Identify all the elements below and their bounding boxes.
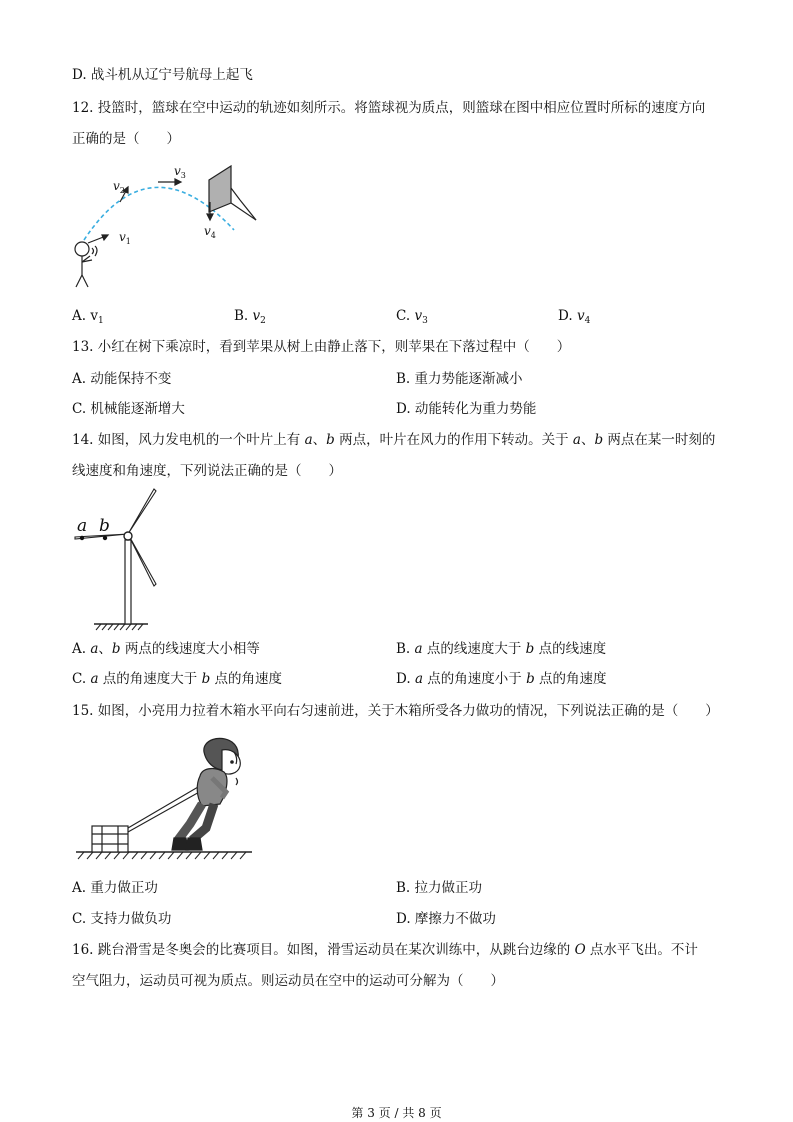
q15-option-a: A. 重力做正功 [72, 880, 158, 896]
q13-option-d: D. 动能转化为重力势能 [396, 401, 537, 417]
q13-option-a: A. 动能保持不变 [72, 371, 172, 387]
q16-stem-line2: 空气阻力，运动员可视为质点。则运动员在空中的运动可分解为（ ） [72, 973, 504, 989]
label-a: a [77, 516, 88, 536]
q12-stem-line2: 正确的是（ ） [72, 131, 180, 147]
v1-label: $v_1$ [119, 230, 131, 246]
v4-label: $v_4$ [204, 224, 216, 240]
q12-option-d: D. $v_4$ [558, 308, 591, 326]
q12-option-b: B. $v_2$ [234, 308, 266, 326]
q14-option-a: A. a、b 两点的线速度大小相等 [72, 641, 260, 657]
q15-option-b: B. 拉力做正功 [396, 880, 483, 896]
v3-label: $v_3$ [174, 164, 186, 180]
point-a [80, 536, 84, 540]
q16-stem-line1: 16. 跳台滑雪是冬奥会的比赛项目。如图，滑雪运动员在某次训练中，从跳台边缘的 O 点水平飞出。不计 [72, 942, 698, 958]
q14-option-b: B. a 点的线速度大于 b 点的线速度 [396, 641, 607, 657]
q12-option-a: A. $v_1$ [72, 308, 104, 326]
wind-turbine-figure [72, 484, 182, 632]
turbine-blade-up [128, 489, 156, 534]
label-b: b [99, 516, 110, 536]
q15-option-d: D. 摩擦力不做功 [396, 911, 496, 927]
turbine-tower [125, 540, 131, 624]
boy-figure [172, 738, 240, 850]
player-figure [75, 242, 97, 287]
q12-stem-line1: 12. 投篮时，篮球在空中运动的轨迹如刻所示。将篮球视为质点，则篮球在图中相应位置时所标的速度方向 [72, 100, 706, 116]
basket-hoop [209, 166, 256, 220]
point-b [103, 536, 107, 540]
q13-option-b: B. 重力势能逐渐减小 [396, 371, 523, 387]
q14-option-d: D. a 点的角速度小于 b 点的角速度 [396, 671, 607, 687]
q14-stem-line2: 线速度和角速度，下列说法正确的是（ ） [72, 463, 342, 479]
q14-stem-line1: 14. 如图，风力发电机的一个叶片上有 a、b 两点，叶片在风力的作用下转动。关于 a、b 两点在某一时刻的 [72, 432, 716, 448]
q14-option-c: C. a 点的角速度大于 b 点的角速度 [72, 671, 283, 687]
q12-option-c: C. $v_3$ [396, 308, 428, 326]
q11-option-d: D. 战斗机从辽宁号航母上起飞 [72, 67, 253, 83]
page-footer: 第 3 页 / 共 8 页 [351, 1106, 442, 1120]
q13-stem: 13. 小红在树下乘凉时，看到苹果从树上由静止落下，则苹果在下落过程中（ ） [72, 339, 571, 355]
q13-option-c: C. 机械能逐渐增大 [72, 401, 185, 417]
pulling-box-figure [74, 734, 254, 864]
basketball-figure [68, 160, 268, 292]
q15-option-c: C. 支持力做负功 [72, 911, 172, 927]
v2-label: $v_2$ [113, 179, 125, 195]
q15-stem: 15. 如图，小亮用力拉着木箱水平向右匀速前进，关于木箱所受各力做功的情况，下列说法正确的是（ ） [72, 703, 719, 719]
wooden-box [92, 826, 128, 852]
turbine-hub [124, 532, 132, 540]
turbine-blade-down [128, 534, 156, 586]
